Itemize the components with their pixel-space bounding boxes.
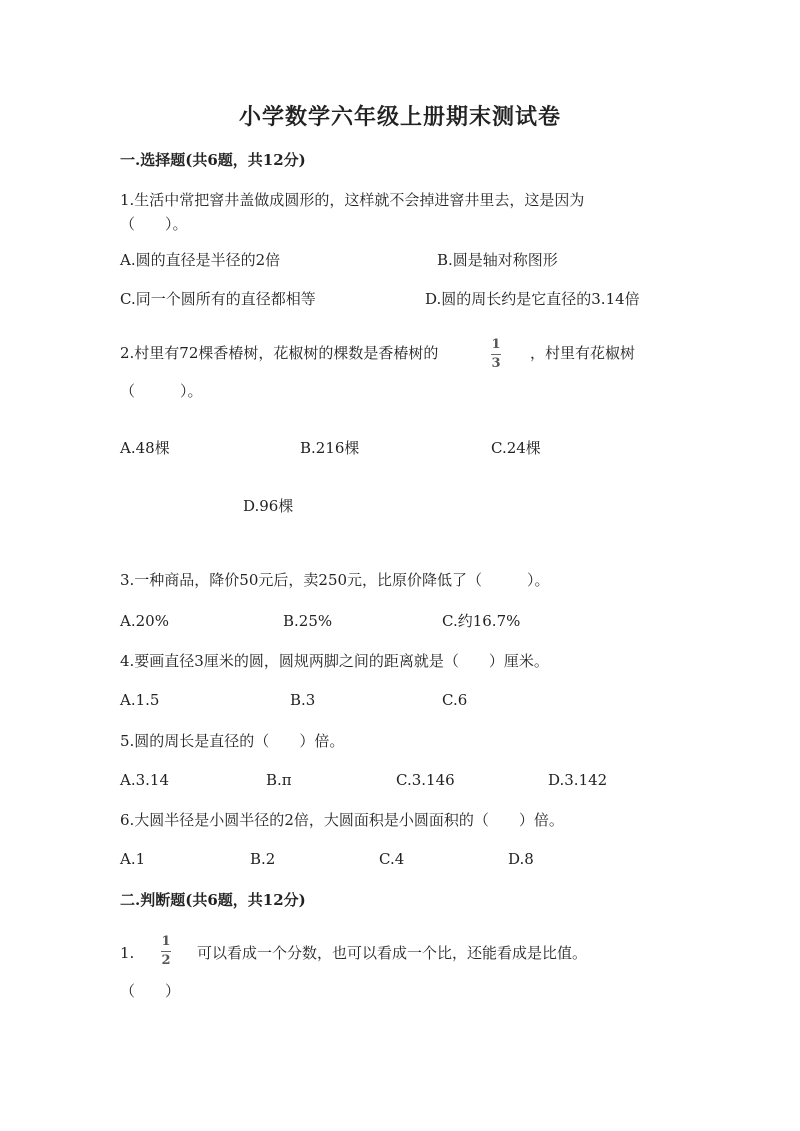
q2-option-b: B.216棵: [300, 439, 360, 457]
q5-option-a: A.3.14: [120, 771, 169, 789]
q3-option-a: A.20%: [120, 612, 169, 630]
q2-stem-part1: 2.村里有72棵香椿树，花椒树的棵数是香椿树的: [120, 344, 439, 362]
q6-option-c: C.4: [379, 850, 405, 868]
page-title: 小学数学六年级上册期末测试卷: [238, 104, 561, 130]
q6-option-d: D.8: [508, 850, 534, 868]
q1-option-d: D.圆的周长约是它直径的3.14倍: [425, 290, 640, 308]
q3-option-c: C.约16.7%: [442, 612, 521, 630]
q2-option-a: A.48棵: [120, 439, 170, 457]
q1-stem-line1: 1.生活中常把窨井盖做成圆形的，这样就不会掉进窨井里去，这是因为: [120, 191, 585, 209]
q5-option-d: D.3.142: [548, 771, 608, 789]
q6-option-a: A.1: [120, 850, 146, 868]
tf1-fraction-numerator: 1: [161, 934, 171, 949]
q5-option-b: B.π: [266, 771, 292, 789]
q2-stem-part2: ，村里有花椒树: [530, 344, 636, 362]
q5-stem: 5.圆的周长是直径的（ ）倍。: [120, 732, 345, 750]
q2-fraction: [491, 338, 501, 371]
fraction-bar: [491, 354, 501, 355]
q2-fraction-numerator: 1: [491, 337, 501, 352]
q2-stem-line2: （ ）。: [120, 382, 203, 400]
q1-option-a: A.圆的直径是半径的2倍: [120, 251, 281, 269]
q4-option-b: B.3: [290, 691, 316, 709]
q2-fraction-denominator: 3: [491, 356, 501, 371]
q1-option-c: C.同一个圆所有的直径都相等: [120, 290, 316, 308]
q4-option-a: A.1.5: [120, 691, 160, 709]
q1-option-b: B.圆是轴对称图形: [437, 251, 558, 269]
tf1-fraction-denominator: 2: [161, 953, 171, 968]
section-heading-true-false: 二.判断题(共6题，共12分): [120, 891, 306, 909]
q5-option-c: C.3.146: [396, 771, 455, 789]
q3-stem: 3.一种商品，降价50元后，卖250元，比原价降低了（ ）。: [120, 571, 550, 589]
tf1-stem: 可以看成一个分数，也可以看成一个比，还能看成是比值。: [197, 944, 588, 962]
q6-option-b: B.2: [250, 850, 276, 868]
q2-option-d: D.96棵: [243, 497, 294, 515]
section-heading-choice: 一.选择题(共6题，共12分): [120, 151, 306, 169]
q6-stem: 6.大圆半径是小圆半径的2倍，大圆面积是小圆面积的（ ）倍。: [120, 811, 564, 829]
q4-option-c: C.6: [442, 691, 468, 709]
fraction-bar: [161, 951, 171, 952]
q3-option-b: B.25%: [283, 612, 333, 630]
q2-option-c: C.24棵: [491, 439, 541, 457]
q1-stem-line2: （ ）。: [120, 215, 188, 233]
q4-stem: 4.要画直径3厘米的圆，圆规两脚之间的距离就是（ ）厘米。: [120, 652, 549, 670]
tf1-number: 1.: [120, 944, 135, 962]
tf1-fraction: [161, 935, 171, 968]
tf1-answer-blank: （ ）: [120, 982, 181, 1000]
